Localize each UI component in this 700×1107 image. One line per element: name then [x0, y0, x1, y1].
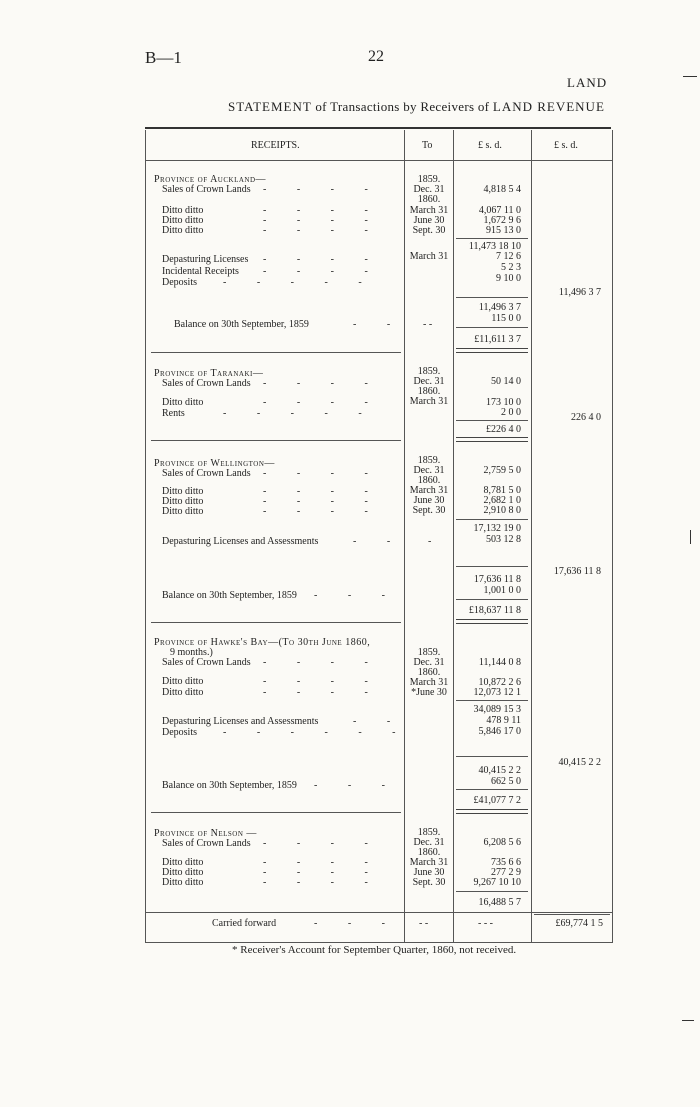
row-label: Ditto ditto	[162, 877, 204, 888]
sum-rule	[456, 327, 528, 328]
leader-dots: - - -	[314, 918, 399, 929]
balance-label: Balance on 30th September, 1859	[162, 780, 297, 791]
carried-label: Carried forward	[212, 918, 277, 929]
carried-rule	[146, 912, 612, 913]
year: 1860.	[417, 667, 441, 678]
row-label: Sales of Crown Lands	[162, 838, 251, 849]
row-label: Ditto ditto	[162, 496, 204, 507]
dash: - -	[423, 319, 433, 330]
amount: 9 10 0	[496, 273, 521, 284]
amount: 735 6 6	[491, 857, 521, 868]
date: June 30	[413, 215, 445, 226]
section-rule	[151, 622, 401, 623]
date: Dec. 31	[413, 837, 445, 848]
row-label: Ditto ditto	[162, 215, 204, 226]
year: 1860.	[417, 847, 441, 858]
page-number: 22	[368, 48, 384, 65]
col-to: To	[422, 140, 433, 151]
row-label: Depasturing Licenses and Assessments	[162, 536, 319, 547]
row-label: Sales of Crown Lands	[162, 184, 251, 195]
leader-dots: - - - -	[263, 397, 382, 408]
leader-dots: - - - -	[263, 676, 382, 687]
date: June 30	[413, 867, 445, 878]
top-rule	[145, 127, 611, 129]
double-rule	[456, 348, 528, 353]
col-receipts: RECEIPTS.	[251, 140, 300, 151]
sum-rule	[456, 599, 528, 600]
sum: 40,415 2 2	[478, 765, 521, 776]
year: 1859.	[417, 827, 441, 838]
statement-title	[228, 99, 605, 115]
date: June 30	[413, 495, 445, 506]
sum-rule	[456, 891, 528, 892]
year: 1859.	[417, 174, 441, 185]
province-title: Province of Nelson —	[154, 828, 257, 839]
leader-dots: - - - - -	[223, 277, 376, 288]
leader-dots: - - - -	[263, 266, 382, 277]
leader-dots: - - - -	[263, 657, 382, 668]
section-total: 11,496 3 7	[558, 287, 601, 298]
leader-dots: - - - -	[263, 184, 382, 195]
leader-dots: - - - -	[263, 496, 382, 507]
sum-rule	[456, 566, 528, 567]
date: Dec. 31	[413, 184, 445, 195]
leader-dots: - - - -	[263, 838, 382, 849]
grand-total: £41,077 7 2	[473, 795, 521, 806]
leader-dots: - - - - - -	[223, 727, 410, 738]
row-label: Ditto ditto	[162, 687, 204, 698]
row-label: Sales of Crown Lands	[162, 657, 251, 668]
sum-rule	[456, 700, 528, 701]
balance-amount: 662 5 0	[491, 776, 521, 787]
amount: 10,872 2 6	[478, 677, 521, 688]
date: March 31	[409, 251, 449, 262]
amount: 4,067 11 0	[478, 205, 521, 216]
year: 1860.	[417, 386, 441, 397]
row-label: Ditto ditto	[162, 486, 204, 497]
date: Sept. 30	[412, 877, 446, 888]
row-label: Ditto ditto	[162, 857, 204, 868]
leader-dots: - - - -	[263, 486, 382, 497]
leader-dots: - - - -	[263, 867, 382, 878]
amount: 173 10 0	[486, 397, 521, 408]
leader-dots: - - -	[314, 780, 399, 791]
province-title: Province of Taranaki—	[154, 368, 264, 379]
year: 1859.	[417, 366, 441, 377]
amount: 6,208 5 6	[483, 837, 521, 848]
header-rule	[146, 160, 612, 161]
leader-dots: - - - -	[263, 468, 382, 479]
amount: 5,846 17 0	[478, 726, 521, 737]
col-divider	[531, 130, 532, 942]
section-total: 40,415 2 2	[558, 757, 601, 768]
total-rule	[534, 914, 610, 915]
amount: 12,073 12 1	[473, 687, 521, 698]
col-total: £ s. d.	[554, 140, 578, 151]
leader-dots: - - - -	[263, 506, 382, 517]
date: March 31	[409, 677, 449, 688]
section-total: 17,636 11 8	[553, 566, 601, 577]
subtotal: 17,132 19 0	[473, 523, 521, 534]
province-title: Province of Hawke's Bay—(To 30th June 1860,	[154, 637, 371, 648]
row-label: Ditto ditto	[162, 225, 204, 236]
amount: 11,144 0 8	[478, 657, 521, 668]
leader-dots: - - - -	[263, 254, 382, 265]
statement-tail: LAND REVENUE	[492, 99, 605, 114]
subtotal: 11,473 18 10	[468, 241, 521, 252]
date: Sept. 30	[412, 225, 446, 236]
leader-dots: - - - -	[263, 378, 382, 389]
double-rule	[456, 437, 528, 442]
amount: 8,781 5 0	[483, 485, 521, 496]
leader-dots: - - - -	[263, 225, 382, 236]
date: Dec. 31	[413, 465, 445, 476]
dash: -	[428, 536, 432, 547]
date: Sept. 30	[412, 505, 446, 516]
double-rule	[456, 809, 528, 814]
row-label: Ditto ditto	[162, 506, 204, 517]
amount: 7 12 6	[496, 251, 521, 262]
col-divider	[453, 130, 454, 942]
amount: 5 2 3	[501, 262, 521, 273]
double-rule	[456, 619, 528, 624]
amount: 2,910 8 0	[483, 505, 521, 516]
sum-rule	[456, 789, 528, 790]
section-total: 226 4 0	[571, 412, 601, 423]
sum-rule	[456, 519, 528, 520]
year: 1860.	[417, 475, 441, 486]
grand-total: £226 4 0	[486, 424, 521, 435]
row-label: Deposits	[162, 277, 197, 288]
leader-dots: - - - -	[263, 215, 382, 226]
row-label: Incidental Receipts	[162, 266, 239, 277]
leader-dots: - - - -	[263, 205, 382, 216]
date: March 31	[409, 485, 449, 496]
section-rule	[151, 440, 401, 441]
amount: 277 2 9	[491, 867, 521, 878]
leader-dots: - - - - -	[223, 408, 376, 419]
carried-total: £69,774 1 5	[555, 918, 603, 929]
province-subtitle: 9 months.)	[170, 647, 213, 658]
date: Dec. 31	[413, 657, 445, 668]
balance-label: Balance on 30th September, 1859	[162, 590, 297, 601]
dash: - -	[419, 918, 429, 929]
amount: 2,759 5 0	[483, 465, 521, 476]
amount: 2 0 0	[501, 407, 521, 418]
year: 1860.	[417, 194, 441, 205]
col-sub: £ s. d.	[478, 140, 502, 151]
section-rule	[151, 812, 401, 813]
transactions-table	[145, 130, 613, 943]
province-title: Province of Wellington—	[154, 458, 275, 469]
row-label: Rents	[162, 408, 185, 419]
margin-mark	[690, 530, 691, 544]
sum-rule	[456, 238, 528, 239]
statement-rest: of Transactions by Receivers of	[315, 99, 490, 114]
section-rule	[151, 352, 401, 353]
balance-amount: 115 0 0	[491, 313, 521, 324]
amount: 9,267 10 10	[473, 877, 521, 888]
subtotal: 34,089 15 3	[473, 704, 521, 715]
leader-dots: - - - -	[263, 857, 382, 868]
leader-dots: - -	[353, 536, 405, 547]
sum-rule	[456, 756, 528, 757]
row-label: Ditto ditto	[162, 867, 204, 878]
leader-dots: - - -	[314, 590, 399, 601]
amount: 478 9 11	[486, 715, 521, 726]
amount: 50 14 0	[491, 376, 521, 387]
balance-label: Balance on 30th September, 1859	[174, 319, 309, 330]
sum-rule	[456, 297, 528, 298]
leader-dots: - -	[353, 716, 405, 727]
year: 1859.	[417, 647, 441, 658]
date: March 31	[409, 857, 449, 868]
sum: 11,496 3 7	[478, 302, 521, 313]
statement-word: STATEMENT	[228, 99, 312, 114]
date: *June 30	[411, 687, 447, 698]
year: 1859.	[417, 455, 441, 466]
amount: 1,672 9 6	[483, 215, 521, 226]
dash: - - -	[478, 918, 493, 929]
date: Dec. 31	[413, 376, 445, 387]
margin-mark	[683, 76, 697, 77]
row-label: Ditto ditto	[162, 676, 204, 687]
amount: 4,818 5 4	[483, 184, 521, 195]
row-label: Depasturing Licenses	[162, 254, 249, 265]
row-label: Ditto ditto	[162, 397, 204, 408]
document-reference: B—1	[145, 48, 182, 67]
row-label: Sales of Crown Lands	[162, 468, 251, 479]
amount: 2,682 1 0	[483, 495, 521, 506]
row-label: Sales of Crown Lands	[162, 378, 251, 389]
amount: 915 13 0	[486, 225, 521, 236]
leader-dots: - -	[353, 319, 405, 330]
grand-total: £11,611 3 7	[474, 334, 521, 345]
province-title: Province of Auckland—	[154, 174, 267, 185]
sum-rule	[456, 420, 528, 421]
footnote: * Receiver's Account for September Quarter, 1860, not received.	[232, 944, 517, 956]
row-label: Ditto ditto	[162, 205, 204, 216]
row-label: Depasturing Licenses and Assessments	[162, 716, 319, 727]
running-title: LAND	[567, 75, 608, 90]
leader-dots: - - - -	[263, 687, 382, 698]
grand-total: £18,637 11 8	[468, 605, 521, 616]
subtotal: 16,488 5 7	[478, 897, 521, 908]
row-label: Deposits	[162, 727, 197, 738]
amount: 503 12 8	[486, 534, 521, 545]
date: March 31	[409, 205, 449, 216]
balance-amount: 1,001 0 0	[483, 585, 521, 596]
date: March 31	[409, 396, 449, 407]
margin-mark	[682, 1020, 694, 1021]
sum: 17,636 11 8	[473, 574, 521, 585]
leader-dots: - - - -	[263, 877, 382, 888]
